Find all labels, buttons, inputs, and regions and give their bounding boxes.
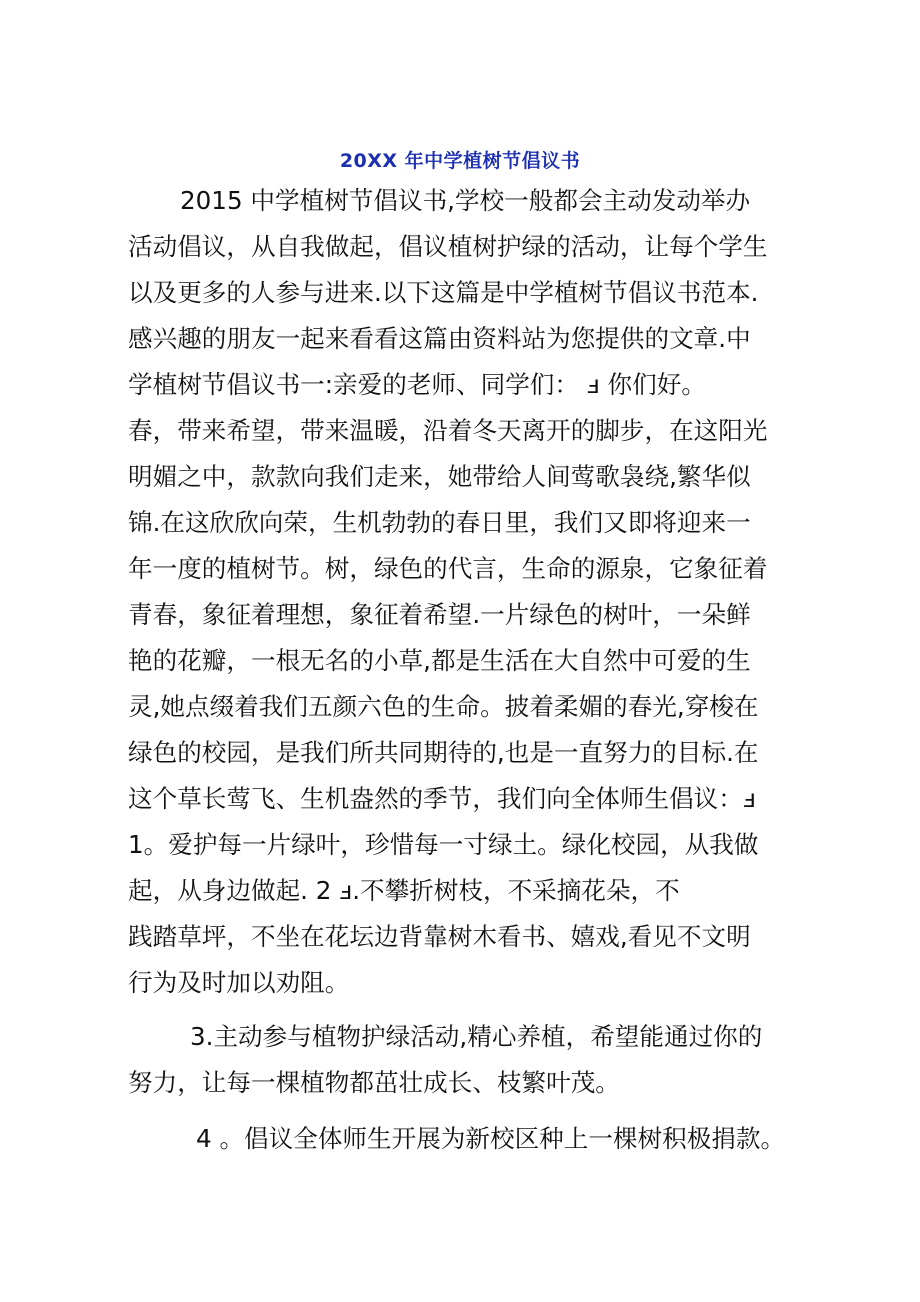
- body-line: 以及更多的人参与进来.以下这篇是中学植树节倡议书范本.: [128, 278, 759, 307]
- body-line: 2015 中学植树节倡议书,学校一般都会主动发动举办: [180, 186, 751, 215]
- document-body: [128, 178, 808, 1162]
- point-3-line-1: 3.主动参与植物护绿活动,精心养植，希望能通过你的: [190, 1022, 763, 1051]
- body-line: 春，带来希望，带来温暖，沿着冬天离开的脚步，在这阳光: [128, 416, 768, 445]
- body-line: 绿色的校园，是我们所共同期待的,也是一直努力的目标.在: [128, 738, 759, 767]
- body-line: 行为及时加以劝阻。: [128, 968, 350, 997]
- point-4: 4 。倡议全体师生开展为新校区种上一棵树积极捐款。: [196, 1124, 786, 1153]
- body-line: 这个草长莺飞、生机盎然的季节，我们向全体师生倡议：ⅎ: [128, 784, 756, 813]
- body-line: 艳的花瓣，一根无名的小草,都是生活在大自然中可爱的生: [128, 646, 751, 675]
- body-line: 感兴趣的朋友一起来看看这篇由资料站为您提供的文章.中: [128, 324, 751, 353]
- body-line: 灵,她点缀着我们五颜六色的生命。披着柔媚的春光,穿梭在: [128, 692, 759, 721]
- body-line: 1。爱护每一片绿叶，珍惜每一寸绿土。绿化校园，从我做: [128, 830, 759, 859]
- body-line: 锦.在这欣欣向荣，生机勃勃的春日里，我们又即将迎来一: [128, 508, 751, 537]
- body-line: 活动倡议，从自我做起，倡议植树护绿的活动，让每个学生: [128, 232, 768, 261]
- point-3-line-2: 努力，让每一棵植物都茁壮成长、枝繁叶茂。: [128, 1068, 620, 1097]
- body-line: 青春，象征着理想，象征着希望.一片绿色的树叶，一朵鲜: [128, 600, 751, 629]
- document-title: 20XX 年中学植树节倡议书: [339, 150, 581, 172]
- body-line: 践踏草坪，不坐在花坛边背靠树木看书、嬉戏,看见不文明: [128, 922, 751, 951]
- body-line: 明媚之中，款款向我们走来，她带给人间莺歌袅绕,繁华似: [128, 462, 751, 491]
- body-line: 年一度的植树节。树，绿色的代言，生命的源泉，它象征着: [128, 554, 768, 583]
- body-line: 起，从身边做起. 2 ⅎ.不攀折树枝，不采摘花朵，不: [128, 876, 680, 905]
- body-line: 学植树节倡议书一:亲爱的老师、同学们： ⅎ 你们好。: [128, 370, 706, 399]
